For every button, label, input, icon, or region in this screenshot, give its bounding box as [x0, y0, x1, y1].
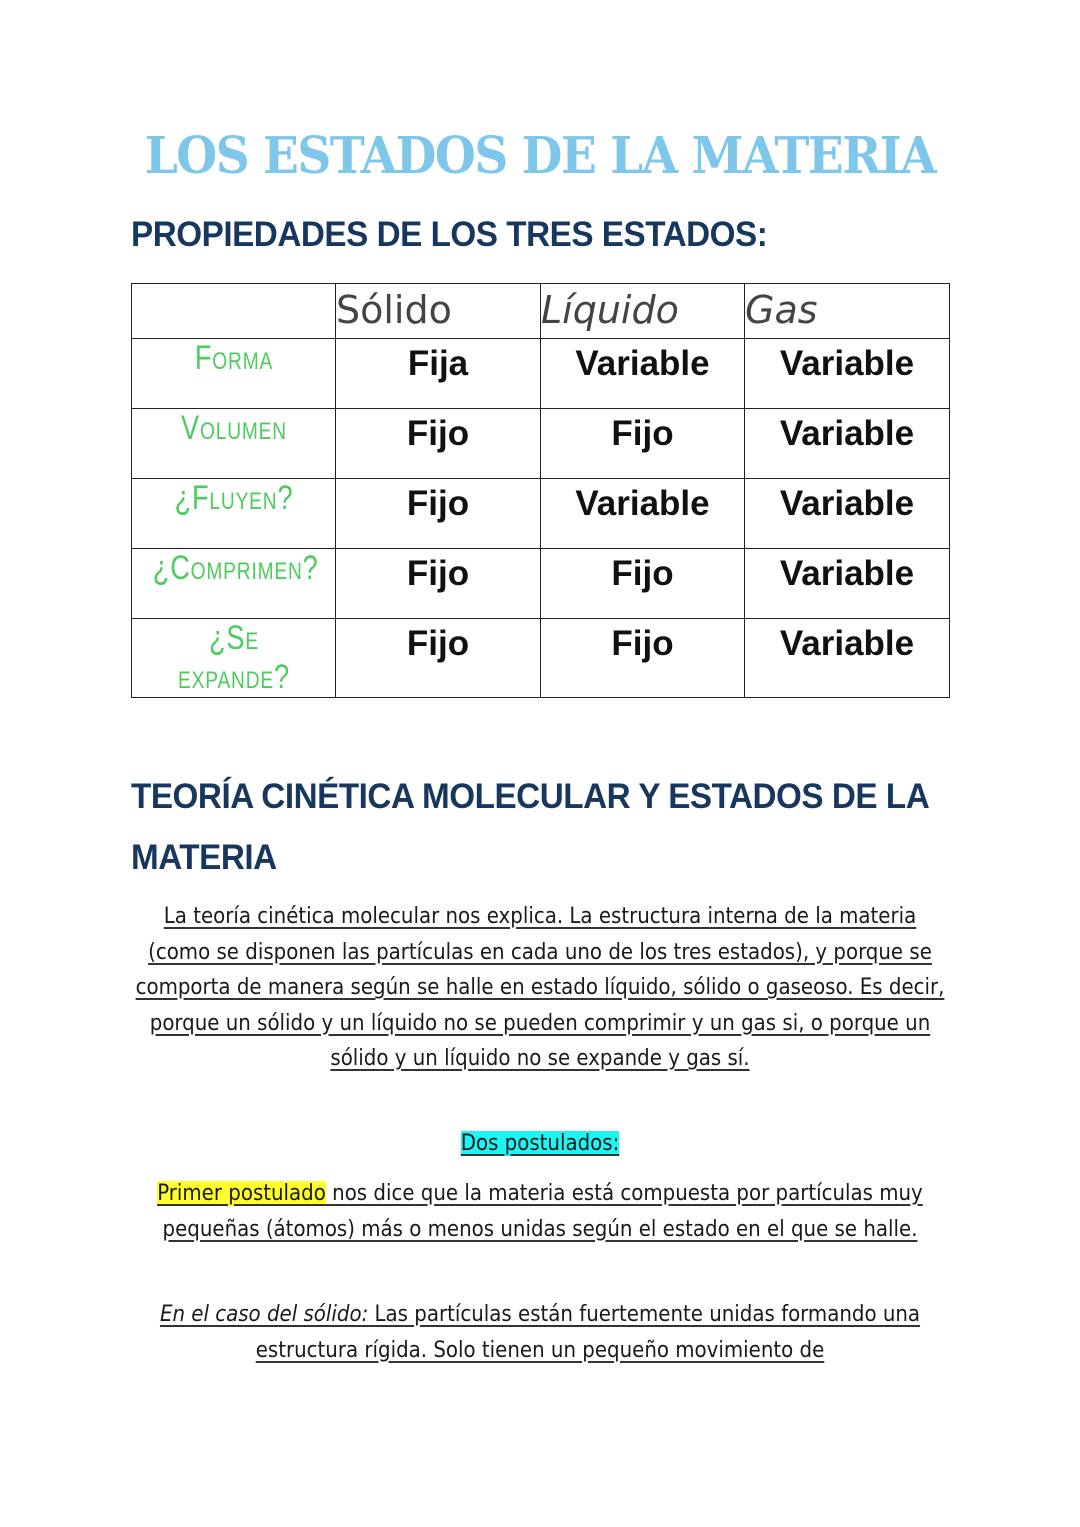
postulates-label: Dos postulados: — [460, 1131, 620, 1156]
row-label-forma: Forma — [152, 339, 315, 409]
intro-paragraph — [130, 899, 950, 1077]
row-label-se-expande: ¿Se expande? — [152, 619, 315, 698]
table-cell: Fijo — [541, 409, 745, 479]
table-cell: Variable — [745, 619, 950, 698]
column-header-gas: Gas — [745, 284, 950, 339]
table-header-row — [132, 284, 950, 339]
table-cell: Fija — [336, 339, 541, 409]
table-cell: Variable — [745, 339, 950, 409]
table-row — [132, 549, 950, 619]
document-title: LOS ESTADOS DE LA MATERIA — [144, 126, 936, 187]
postulates-label-line — [130, 1126, 950, 1162]
states-properties-table — [131, 283, 950, 698]
table-cell: Fijo — [336, 549, 541, 619]
table-row — [132, 619, 950, 698]
table-cell: Fijo — [541, 619, 745, 698]
column-header-solido: Sólido — [336, 284, 541, 339]
table-cell: Variable — [745, 409, 950, 479]
table-row — [132, 479, 950, 549]
first-postulate-highlight: Primer postulado — [157, 1181, 326, 1206]
table-row — [132, 339, 950, 409]
properties-heading: PROPIEDADES DE LOS TRES ESTADOS: — [131, 215, 768, 254]
solid-case-text: Las partículas están fuertemente unidas formando una estructura rígida. Solo tienen un pequeño movimiento de — [255, 1302, 921, 1363]
column-header-liquido: Líquido — [541, 284, 745, 339]
table-cell: Fijo — [336, 409, 541, 479]
table-cell: Variable — [745, 479, 950, 549]
solid-case-label: En el caso del sólido: — [159, 1302, 369, 1327]
first-postulate-text: nos dice que la materia está compuesta por partículas muy pequeñas (átomos) más o menos unidas según el estado en el que se halle. — [162, 1181, 923, 1242]
table-cell: Variable — [745, 549, 950, 619]
table-cell: Variable — [541, 339, 745, 409]
column-header-empty — [132, 284, 336, 339]
solid-case-paragraph — [130, 1297, 950, 1368]
theory-heading: TEORÍA CINÉTICA MOLECULAR Y ESTADOS DE LA MATERIA — [131, 777, 929, 877]
table-cell: Fijo — [541, 549, 745, 619]
row-label-fluyen: ¿Fluyen? — [152, 479, 315, 549]
first-postulate-paragraph — [130, 1176, 950, 1247]
table-cell: Fijo — [336, 479, 541, 549]
intro-paragraph-text: La teoría cinética molecular nos explica. La estructura interna de la materia (como se disponen las partículas en cada uno de los tres estados), y porque se comporta de manera según se halle en estado líquido, sólido o gaseoso. Es decir, porque un sólido y un líquido no se pueden comprimir y un gas si, o porque un sólido y un líquido no se expande y gas sí. — [135, 904, 945, 1071]
row-label-comprimen: ¿Comprimen? — [152, 549, 315, 619]
row-label-volumen: Volumen — [152, 409, 315, 479]
table-row — [132, 409, 950, 479]
table-cell: Fijo — [336, 619, 541, 698]
table-cell: Variable — [541, 479, 745, 549]
